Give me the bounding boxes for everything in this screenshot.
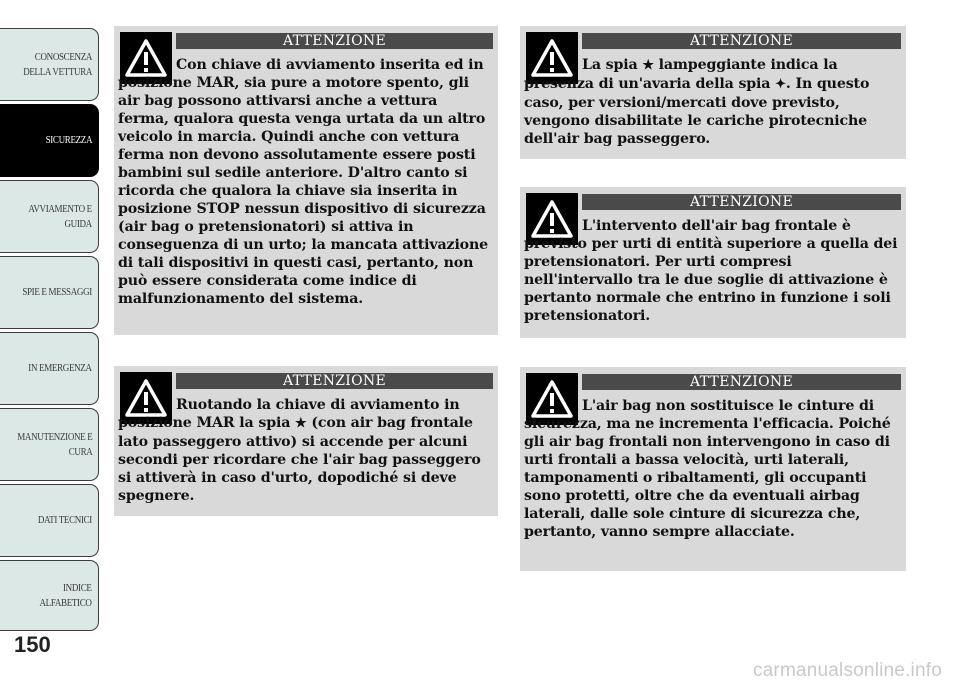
warning-header: ATTENZIONE xyxy=(582,194,901,210)
tab-manutenzione-e-cura[interactable]: MANUTENZIONE E CURA xyxy=(0,408,99,481)
tab-spie-e-messaggi[interactable]: SPIE E MESSAGGI xyxy=(0,256,99,329)
warning-text: L'air bag non sostituisce le cinture di sicurezza, ma ne incrementa l'efficacia. Poiché gli air bag frontali non intervengono in caso di urti frontali a bassa velocità, urti laterali, tamponamenti o ribaltamenti, gli occupanti sono protetti, oltre che da eventuali airbag laterali, dalle sole cinture di sicurezza che, pertanto, vanno sempre allacciate. xyxy=(524,398,891,540)
airbag-off-icon: ★ xyxy=(295,416,307,431)
warning-box-5 xyxy=(520,367,906,571)
warning-text: Con chiave di avviamento inserita ed in posizione MAR, sia pure a motore spento, gli air bag possono attivarsi anche a vettura ferma, qualora questa venga urtata da un altro veicolo in marcia. Quindi anche con vettura ferma non devono assolutamente essere posti bambini sul sedile anteriore. D'altro canto si ricorda che qualora la chiave sia inserita in posizione STOP nessun dispositivo di sicurezza (air bag o pretensionatori) si attiva in conseguenza di un urto; la mancata attivazione di tali dispositivi in questi casi, pertanto, non può essere considerata come indice di malfunzionamento del sistema. xyxy=(118,57,489,307)
tab-indice-alfabetico[interactable]: INDICE ALFABETICO xyxy=(0,560,99,631)
warning-text: Ruotando la chiave di avviamento in posizione MAR la spia ★ (con air bag frontale lato passeggero attivo) si accende per alcuni secondi per ricordare che l'air bag passeggero si attiverà in caso d'urto, dopodiché si deve spegnere. xyxy=(118,397,481,504)
airbag-off-icon: ★ xyxy=(642,58,654,73)
page-number: 150 xyxy=(14,632,51,657)
warning-header: ATTENZIONE xyxy=(176,373,493,389)
warning-box-2 xyxy=(114,366,498,516)
tab-dati-tecnici[interactable]: DATI TECNICI xyxy=(0,484,99,557)
tab-conoscenza-della-vettura[interactable]: CONOSCENZA DELLA VETTURA xyxy=(0,28,99,101)
warning-box-4 xyxy=(520,187,906,338)
warning-text: La spia ★ lampeggiante indica la presenza di un'avaria della spia ✦. In questo caso, per versioni/mercati dove previsto, vengono disabilitate le cariche pirotecniche dell'air bag passeggero. xyxy=(524,57,870,147)
warning-header: ATTENZIONE xyxy=(582,374,901,390)
tab-sicurezza[interactable]: SICUREZZA xyxy=(0,104,99,177)
warning-box-1 xyxy=(114,26,498,335)
airbag-icon: ✦ xyxy=(775,77,786,92)
warning-box-3 xyxy=(520,26,906,159)
warning-text: L'intervento dell'air bag frontale è previsto per urti di entità superiore a quella dei pretensionatori. Per urti compresi nell'intervallo tra le due soglie di attivazione è pertanto normale che entrino in funzione i soli pretensionatori. xyxy=(524,218,898,324)
warning-header: ATTENZIONE xyxy=(176,33,493,49)
watermark: carmanualsonline.info xyxy=(752,660,942,681)
warning-header: ATTENZIONE xyxy=(582,33,901,49)
tab-avviamento-e-guida[interactable]: AVVIAMENTO E GUIDA xyxy=(0,180,99,253)
tab-in-emergenza[interactable]: IN EMERGENZA xyxy=(0,332,99,405)
